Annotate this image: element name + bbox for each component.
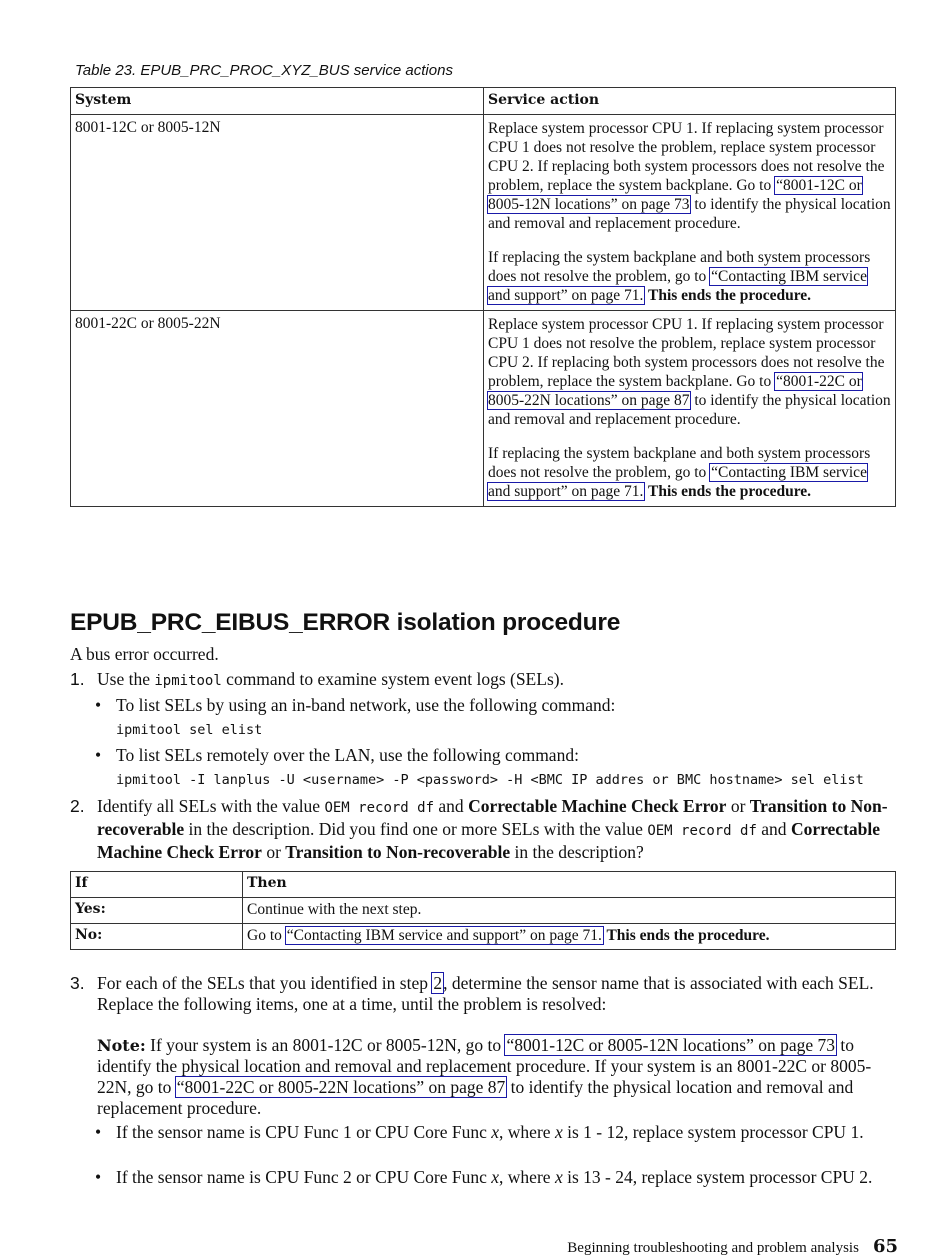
locations-link[interactable]: “8001-12C or 8005-12N locations” on page 73 [506, 1035, 836, 1055]
table-header-row [71, 88, 896, 115]
action-text: to identify the physical location and removal and replacement procedure. [488, 392, 891, 428]
bullet-text-part: is 13 - 24, replace system processor CPU 2. [562, 1167, 873, 1187]
action-paragraph [488, 248, 891, 305]
locations-link[interactable]: “8001-12C or 8005-12N locations” on page 73 [488, 177, 862, 213]
footer-title: Beginning troubleshooting and problem analysis [567, 1240, 859, 1256]
variable: x [491, 1122, 500, 1142]
bullet-text: To list SELs by using an in-band network, use the following command: [116, 695, 616, 715]
section-heading: EPUB_PRC_EIBUS_ERROR isolation procedure [70, 609, 621, 636]
inline-code: OEM record df [647, 823, 757, 839]
step-text-part: For each of the SELs that you identified in step [97, 973, 433, 993]
variable: x [554, 1167, 563, 1187]
note-text-part: to identify the physical location and removal and replacement procedure. If your system is an 8001-22C or 8005-22N, go to [97, 1035, 872, 1097]
table-header-row [71, 872, 896, 898]
bullet-text-part: is 1 - 12, replace system processor CPU 1. [562, 1122, 864, 1142]
table-row [71, 924, 896, 950]
command-in-band: ipmitool sel elist [116, 722, 263, 738]
system-cell: 8001-12C or 8005-12N [71, 115, 484, 311]
bullet-text [116, 1167, 895, 1188]
note [70, 1035, 896, 1119]
step-text-part: or [726, 796, 750, 816]
bold-term: Transition to Non-recoverable [285, 842, 511, 862]
service-actions-table [70, 87, 896, 507]
step-text-part: or [261, 842, 286, 862]
note-label: Note: [97, 1036, 146, 1055]
bold-term: Correctable Machine Check Error [468, 796, 727, 816]
ends-procedure-text: This ends the procedure. [644, 483, 812, 500]
list-item [95, 695, 895, 716]
ends-procedure-text: This ends the procedure. [644, 287, 812, 304]
step-3 [70, 973, 896, 1015]
step-text [97, 796, 896, 863]
bold-term: Correctable Machine Check Error [97, 819, 881, 862]
list-item [95, 1167, 895, 1188]
contact-support-link[interactable]: “Contacting IBM service and support” on page 71. [286, 927, 602, 944]
step-text-part: , determine the sensor name that is associated with each SEL. Replace the following items, one at a time, until the problem is resolved: [97, 973, 874, 1014]
variable: x [554, 1122, 563, 1142]
condition-yes: Yes: [71, 898, 243, 924]
step-number: 1. [70, 669, 85, 689]
column-header-then: Then [243, 872, 896, 898]
table-row [71, 115, 896, 311]
condition-no: No: [71, 924, 243, 950]
column-header-service-action: Service action [484, 88, 896, 115]
column-header-system: System [71, 88, 484, 115]
step-text [97, 973, 896, 1015]
inline-code: ipmitool [154, 673, 222, 689]
section-intro: A bus error occurred. [70, 644, 219, 664]
bullet-icon: • [95, 745, 102, 765]
inline-code: OEM record df [324, 800, 435, 816]
bullet-text-part: , where [499, 1122, 555, 1142]
ends-procedure-text: This ends the procedure. [602, 927, 770, 944]
bullet-icon: • [95, 1167, 102, 1187]
note-text-part: to identify the physical location and removal and replacement procedure. [97, 1077, 854, 1118]
step-text-part: and [756, 819, 791, 839]
service-action-cell [484, 115, 896, 311]
system-cell: 8001-22C or 8005-22N [71, 311, 484, 507]
page-number: 65 [872, 1236, 898, 1257]
column-header-if: If [71, 872, 243, 898]
action-paragraph [488, 119, 891, 233]
service-action-cell [484, 311, 896, 507]
table-row [71, 311, 896, 507]
list-item [95, 745, 895, 766]
action-yes: Continue with the next step. [243, 898, 896, 924]
step-text-part: Identify all SELs with the value [97, 796, 325, 816]
locations-link[interactable]: “8001-22C or 8005-22N locations” on page 87 [488, 373, 862, 409]
bullet-icon: • [95, 695, 102, 715]
command-remote-lan: ipmitool -I lanplus -U <username> -P <password> -H <BMC IP addres or BMC hostname> sel elist [116, 772, 864, 788]
bullet-icon: • [95, 1122, 102, 1142]
step-text-part: and [434, 796, 469, 816]
step-text [97, 669, 896, 692]
action-text: If replacing the system backplane and both system processors does not resolve the problem, go to [488, 445, 871, 481]
note-text [97, 1035, 896, 1119]
page-footer [567, 1236, 898, 1257]
bullet-text-part: , where [499, 1167, 555, 1187]
bullet-text-part: If the sensor name is CPU Func 2 or CPU Core Func [116, 1167, 492, 1187]
step-text-part: in the description. Did you find one or more SELs with the value [184, 819, 648, 839]
bullet-text: To list SELs remotely over the LAN, use the following command: [116, 745, 579, 765]
table-caption: Table 23. EPUB_PRC_PROC_XYZ_BUS service actions [75, 62, 453, 79]
action-no [243, 924, 896, 950]
bullet-text [116, 1122, 895, 1143]
action-text: Go to [247, 927, 286, 944]
step-1 [70, 669, 896, 692]
action-text: If replacing the system backplane and both system processors does not resolve the problem, go to [488, 249, 871, 285]
step-number: 2. [70, 796, 85, 816]
step-text-part: in the description? [510, 842, 644, 862]
action-text: to identify the physical location and removal and replacement procedure. [488, 196, 891, 232]
action-paragraph [488, 444, 891, 501]
action-text: Replace system processor CPU 1. If replacing system processor CPU 1 does not resolve the problem, replace system processor CPU 2. If replacing both system processors does not resolve the problem, replace the system backplane. Go to [488, 120, 885, 194]
bullet-text-part: If the sensor name is CPU Func 1 or CPU Core Func [116, 1122, 492, 1142]
step-2 [70, 796, 896, 863]
step-number: 3. [70, 973, 85, 993]
contact-support-link[interactable]: “Contacting IBM service and support” on page 71. [488, 464, 867, 500]
if-then-table [70, 871, 896, 950]
list-item [95, 1122, 895, 1143]
step-text-part: Use the [97, 669, 155, 689]
contact-support-link[interactable]: “Contacting IBM service and support” on page 71. [488, 268, 867, 304]
table-row [71, 898, 896, 924]
bold-term: Transition to Non-recoverable [97, 796, 888, 839]
note-text-part: If your system is an 8001-12C or 8005-12N, go to [145, 1035, 506, 1055]
step-text-part: command to examine system event logs (SELs). [221, 669, 564, 689]
step-2-link[interactable]: 2 [433, 973, 443, 993]
action-text: Replace system processor CPU 1. If replacing system processor CPU 1 does not resolve the problem, replace system processor CPU 2. If replacing both system processors does not resolve the problem, replace the system backplane. Go to [488, 316, 885, 390]
variable: x [491, 1167, 500, 1187]
action-paragraph [488, 315, 891, 429]
locations-link[interactable]: “8001-22C or 8005-22N locations” on page 87 [176, 1077, 506, 1097]
